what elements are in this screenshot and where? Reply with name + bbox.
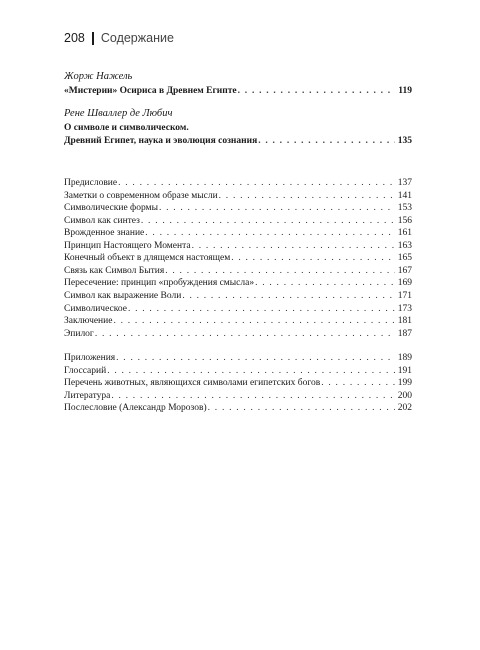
toc-entry[interactable]: [64, 190, 412, 202]
toc-entry-page: 141: [397, 190, 412, 201]
toc-entry-page: 153: [397, 203, 412, 214]
toc-leader-dots: [321, 377, 395, 389]
toc-entry-mysteries[interactable]: [64, 85, 412, 97]
toc-entry-page: 156: [397, 215, 412, 226]
toc-leader-dots: [182, 290, 394, 302]
toc-entry[interactable]: [64, 240, 412, 252]
toc-leader-dots: [255, 277, 395, 289]
toc-leader-dots: [141, 215, 395, 227]
toc-entry-page: 187: [397, 328, 412, 339]
toc-entry-page: 181: [397, 316, 412, 327]
toc-entry[interactable]: [64, 252, 412, 264]
toc-entry-title: Принцип Настоящего Момента: [64, 240, 191, 251]
toc-entry-page: 202: [397, 403, 412, 414]
toc-entry-page: 163: [397, 240, 412, 251]
toc-entry[interactable]: [64, 265, 412, 277]
toc-leader-dots: [238, 85, 396, 97]
toc-entry-page: 169: [397, 278, 412, 289]
toc-entry-title: Символические формы: [64, 203, 158, 214]
toc-entry-page: 119: [398, 86, 412, 96]
toc-entry-page: 167: [397, 265, 412, 276]
toc-entry[interactable]: [64, 402, 412, 414]
toc-entry[interactable]: [64, 277, 412, 289]
toc-entry-title: «Мистерии» Осириса в Древнем Египте: [64, 86, 237, 96]
toc-entry-title: Заметки о современном образе мысли: [64, 190, 218, 201]
toc-entry[interactable]: [64, 227, 412, 239]
toc-leader-dots: [118, 177, 395, 189]
toc-entry-page: 137: [397, 178, 412, 188]
toc-entry-page: 161: [397, 228, 412, 239]
toc-entry-title: Символическое: [64, 303, 127, 314]
toc-entry[interactable]: [64, 215, 412, 227]
toc-entry[interactable]: [64, 328, 412, 340]
toc-leader-dots: [159, 202, 395, 214]
toc-entry-page: 200: [397, 390, 412, 401]
toc-leader-dots: [107, 365, 395, 377]
toc-leader-dots: [219, 190, 395, 202]
toc-leader-dots: [165, 265, 395, 277]
toc-entry-title: Врожденное знание: [64, 228, 145, 239]
toc-leader-dots: [208, 402, 395, 414]
toc-entry-page: 191: [397, 365, 412, 376]
toc-leader-dots: [231, 252, 395, 264]
toc-entry-title: Послесловие (Александр Морозов): [64, 403, 207, 414]
toc-entry-page: 189: [397, 353, 412, 363]
toc-entry-page: 135: [397, 136, 412, 146]
toc-leader-dots: [116, 352, 395, 364]
toc-entry-title: Заключение: [64, 316, 113, 327]
toc-entry-title: Символ как синтез: [64, 215, 140, 226]
toc-entry-title: Древний Египет, наука и эволюция сознания: [64, 136, 258, 146]
toc-leader-dots: [192, 240, 395, 252]
toc-entry-title: Пересечение: принцип «пробуждения смысла»: [64, 278, 255, 289]
toc-entry-title: Глоссарий: [64, 365, 107, 376]
page-number: 208: [64, 31, 85, 45]
toc-entry[interactable]: [64, 352, 412, 364]
toc-entry-title: Предисловие: [64, 178, 118, 188]
toc-leader-dots: [128, 303, 395, 315]
toc-leader-dots: [113, 315, 394, 327]
toc-leader-dots: [95, 328, 395, 340]
toc-entry-title: Конечный объект в длящемся настоящем: [64, 253, 231, 264]
header-divider: [92, 32, 94, 45]
author-nagel: Жорж Нажель: [64, 71, 133, 82]
toc-entry[interactable]: [64, 390, 412, 402]
toc-entry[interactable]: [64, 303, 412, 315]
toc-entry[interactable]: [64, 202, 412, 214]
running-title: Содержание: [100, 31, 174, 45]
toc-entry-title: Приложения: [64, 353, 116, 363]
toc-entry-title: Символ как выражение Воли: [64, 290, 182, 301]
toc-entry-page: 173: [397, 303, 412, 314]
toc-entry-page: 171: [397, 290, 412, 301]
toc-leader-dots: [145, 227, 394, 239]
toc-leader-dots: [111, 390, 394, 402]
toc-entry[interactable]: [64, 177, 412, 189]
toc-entry[interactable]: [64, 315, 412, 327]
toc-entry-page: 199: [397, 378, 412, 389]
toc-entry-title: Связь как Символ Бытия: [64, 265, 165, 276]
toc-leader-dots: [258, 135, 395, 147]
page-header: [64, 31, 174, 45]
toc-entry-title: Перечень животных, являющихся символами египетских богов: [64, 378, 321, 389]
toc-entry-title: Литература: [64, 390, 111, 401]
toc-entry-title: Эпилог: [64, 328, 94, 339]
toc-entry-page: 165: [397, 253, 412, 264]
toc-entry[interactable]: [64, 365, 412, 377]
toc-entry-ancient-egypt[interactable]: [64, 135, 412, 147]
toc-entry[interactable]: [64, 290, 412, 302]
author-lubicz: Рене Шваллер де Любич: [64, 108, 173, 119]
toc-section-title: О символе и символическом.: [64, 123, 189, 133]
toc-entry[interactable]: [64, 377, 412, 389]
